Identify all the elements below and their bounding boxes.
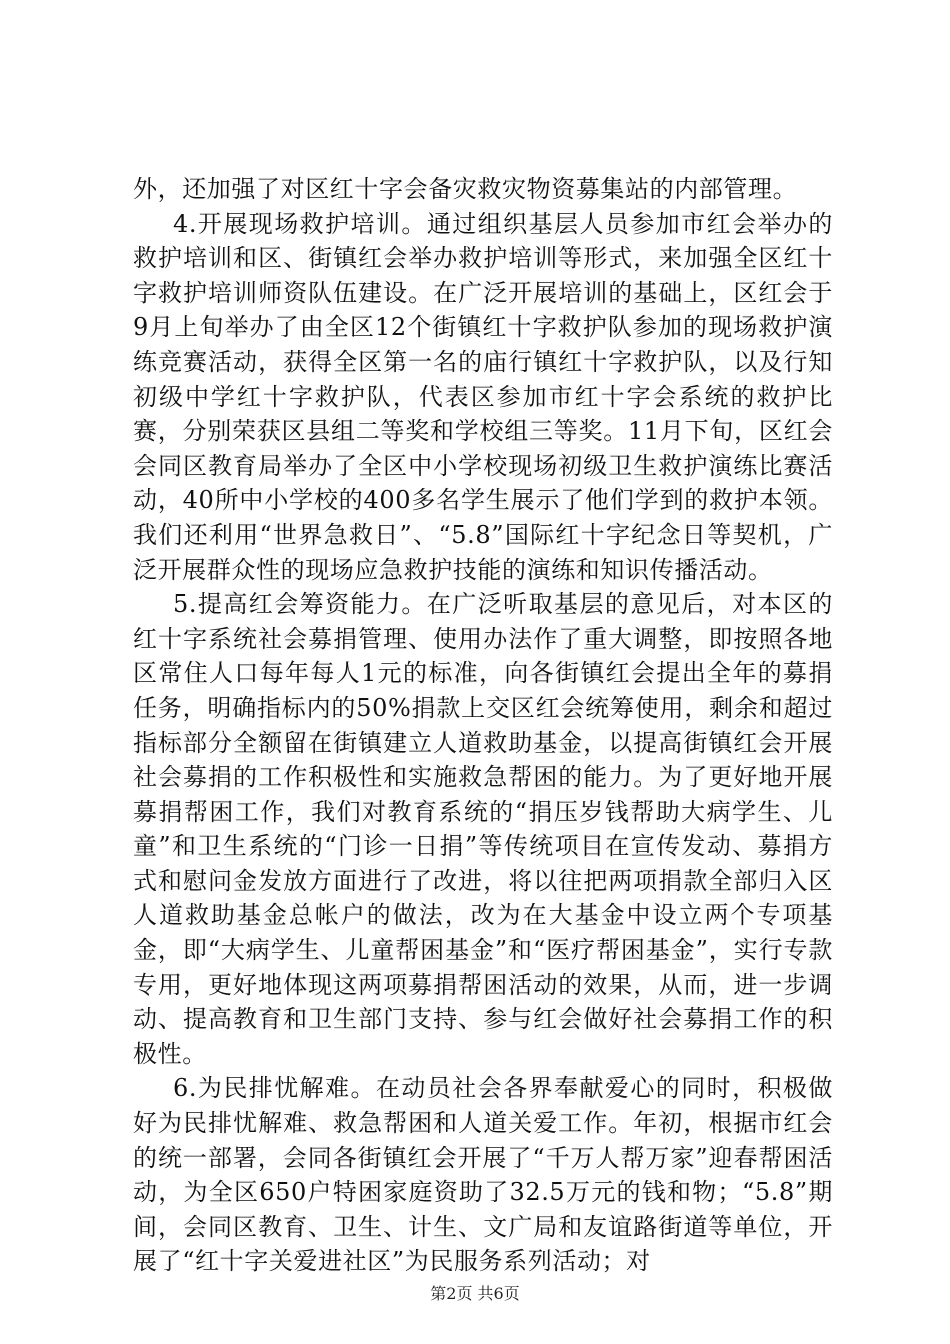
paragraph-continuation: 外，还加强了对区红十字会备灾救灾物资募集站的内部管理。 <box>133 175 798 203</box>
paragraph-item-5: 5.提高红会筹资能力。在广泛听取基层的意见后，对本区的红十字系统社会募捐管理、使用办法作了重大调整，即按照各地区常住人口每年每人1元的标准，向各街镇红会提出全年的募捐任务，明确指标内的50%捐款上交区红会统筹使用，剩余和超过指标部分全额留在街镇建立人道救助基金，以提高街镇红会开展社会募捐的工作积极性和实施救急帮困的能力。为了更好地开展募捐帮困工作，我们对教育系统的“捐压岁钱帮助大病学生、儿童”和卫生系统的“门诊一日捐”等传统项目在宣传发动、募捐方式和慰问金发放方面进行了改进，将以往把两项捐款全部归入区人道救助基金总帐户的做法，改为在大基金中设立两个专项基金，即“大病学生、儿童帮困基金”和“医疗帮困基金”，实行专款专用，更好地体现这两项募捐帮困活动的效果，从而，进一步调动、提高教育和卫生部门支持、参与红会做好社会募捐工作的积极性。 <box>133 590 833 1068</box>
paragraph-item-6: 6.为民排忧解难。在动员社会各界奉献爱心的同时，积极做好为民排忧解难、救急帮困和人道关爱工作。年初，根据市红会的统一部署，会同各街镇红会开展了“千万人帮万家”迎春帮困活动，为全区650户特困家庭资助了32.5万元的钱和物；“5.8”期间，会同区教育、卫生、计生、文广局和友谊路街道等单位，开展了“红十字关爱进社区”为民服务系列活动；对 <box>133 1074 833 1276</box>
document-body <box>133 172 833 1279</box>
paragraph-item-4: 4.开展现场救护培训。通过组织基层人员参加市红会举办的救护培训和区、街镇红会举办救护培训等形式，来加强全区红十字救护培训师资队伍建设。在广泛开展培训的基础上，区红会于9月上旬举办了由全区12个街镇红十字救护队参加的现场救护演练竞赛活动，获得全区第一名的庙行镇红十字救护队，以及行知初级中学红十字救护队，代表区参加市红十字会系统的救护比赛，分别荣获区县组二等奖和学校组三等奖。11月下旬，区红会会同区教育局举办了全区中小学校现场初级卫生救护演练比赛活动，40所中小学校的400多名学生展示了他们学到的救护本领。我们还利用“世界急救日”、“5.8”国际红十字纪念日等契机，广泛开展群众性的现场应急救护技能的演练和知识传播活动。 <box>133 209 833 584</box>
page-footer: 第2页 共6页 <box>430 1284 520 1303</box>
